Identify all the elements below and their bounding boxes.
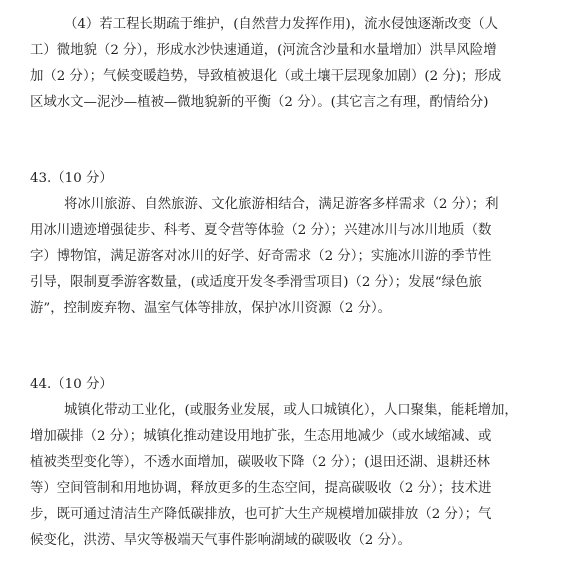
q43-line-4: 引导，限制夏季游客数量，(或适度开发冬季滑雪项目)（2 分）；发展“绿色旅 [30, 275, 482, 290]
q44-line-4: 等）空间管制和用地协调，释放更多的生态空间，提高碳吸收（2 分）；技术进 [30, 481, 492, 496]
q44-line-1: 城镇化带动工业化，(或服务业发展，或人口城镇化），人口聚集，能耗增加， [64, 403, 518, 418]
section-4-line-3: 加（2 分）；气候变暖趋势，导致植被退化（或土壤干层现象加剧）(2 分)；形成 [30, 69, 502, 84]
q44-line-3: 植被类型变化等），不透水面增加，碳吸收下降（2 分）；(退田还湖、退耕还林 [30, 455, 490, 470]
q44-line-2: 增加碳排（2 分）；城镇化推动建设用地扩张，生态用地减少（或水域缩减、或 [30, 429, 492, 444]
q43-heading: 43.（10 分） [30, 171, 113, 186]
q44-heading: 44.（10 分） [30, 377, 113, 392]
section-4-line-2: 工）微地貌（2 分），形成水沙快速通道，(河流含沙量和水量增加）洪旱风险增 [30, 43, 497, 58]
q43-line-3: 字）博物馆，满足游客对冰川的好学、好奇需求（2 分）；实施冰川游的季节性 [30, 249, 492, 264]
q44-line-6: 候变化，洪涝、旱灾等极端天气事件影响湖域的碳吸收（2 分）。 [30, 533, 412, 548]
q43-line-2: 用冰川遗迹增强徒步、科考、夏令营等体验（2 分）；兴建冰川与冰川地质（数 [30, 223, 492, 238]
section-4-line-4: 区域水文—泥沙—植被—微地貌新的平衡（2 分）。(其它言之有理，酌情给分) [30, 95, 489, 110]
q43-line-5: 游”，控制废弃物、温室气体等排放，保护冰川资源（2 分）。 [30, 301, 392, 316]
q44-line-5: 步，既可通过清洁生产降低碳排放，也可扩大生产规模增加碳排放（2 分）；气 [30, 507, 492, 522]
q43-line-1: 将冰川旅游、自然旅游、文化旅游相结合，满足游客多样需求（2 分）；利 [64, 197, 499, 212]
section-4-line-1: （4）若工程长期疏于维护，(自然营力发挥作用)，流水侵蚀逐渐改变（人 [64, 17, 499, 32]
